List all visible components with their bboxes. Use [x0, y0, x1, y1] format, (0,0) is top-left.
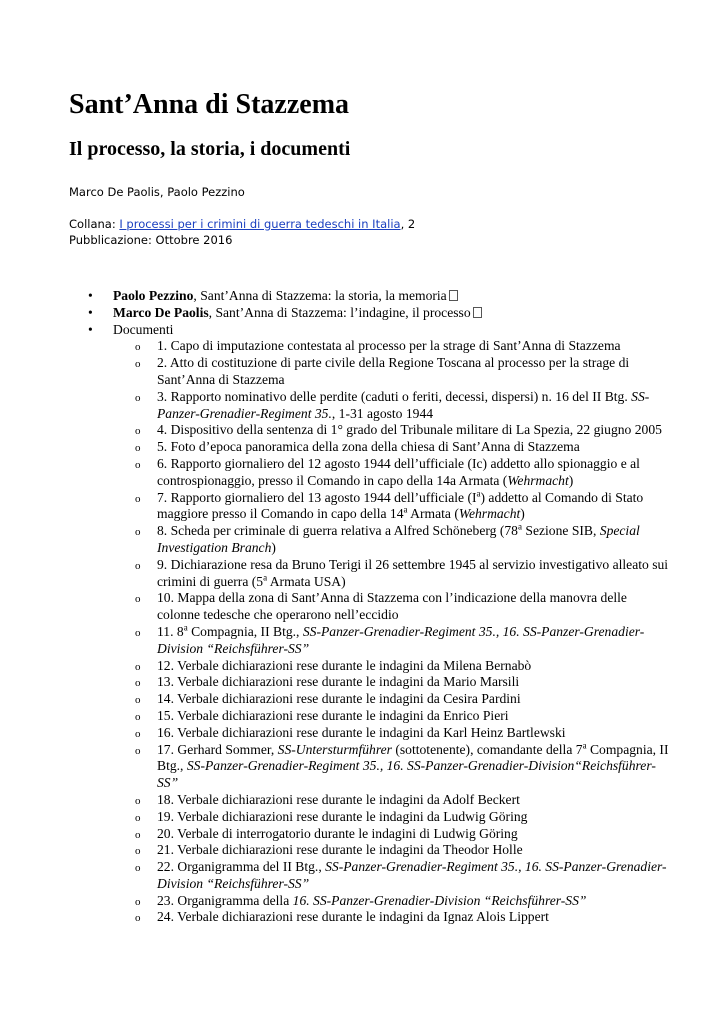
documents-list: [113, 338, 669, 926]
doc-item: o 11. 8$^a$ Compagnia, II Btg., SS-Panzer-Grenadier-Regiment 35., 16. SS-Panzer-Grenadier-Division “Reichsführer-SS”: [113, 624, 669, 658]
doc-item: o 9. Dichiarazione resa da Bruno Terigi il 26 settembre 1945 al servizio investigativo alleato sui crimini di guerra (5$^a$ Armata USA): [113, 557, 669, 591]
list-item: • Documenti o 1. Capo di imputazione contestata al processo per la strage di Sant’Anna di Stazzema o 2. Atto di costituzione di parte civile della Regione Toscana al processo per la strage di Sant’Anna di Stazzema o 3. Rapporto nominativo delle perdite (caduti o feriti, decessi, dispersi) n. 16 del II Btg. SS-Panzer-Grenadier-Regiment 35., 1-31 agosto 1944 o 4. Dispositivo della sentenza di 1° grado del Tribunale militare di La Spezia, 22 giugno 2005 o 5. Foto d’epoca panoramica della zona della chiesa di Sant’Anna di Stazzema o 6. Rapporto giornaliero del 12 agosto 1944 dell’ufficiale (Ic) addetto allo spionaggio e al controspionaggio, presso il Comando in capo della 14a Armata (Wehrmacht) o 7. Rapporto giornaliero del 13 agosto 1944 dell’ufficiale $(I^a)$ addetto al Comando di Stato maggiore presso il Comando in capo della 14$^a$ Armata (Wehrmacht) o 8. Scheda per criminale di guerra relativa a Alfred Schöneberg (78$^a$ Sezione SIB, Special Investigation Branch) o 9. Dichiarazione resa da Bruno Terigi il 26 settembre 1945 al servizio investigativo alleato sui crimini di guerra (5$^a$ Armata USA) o 10. Mappa della zona di Sant’Anna di Stazzema con l’indicazione della manovra delle colonne tedesche che operarono nell’eccidio o 11. 8$^a$ Compagnia, II Btg., SS-Panzer-Grenadier-Regiment 35., 16. SS-Panzer-Grenadier-Division “Reichsführer-SS” o 12. Verbale dichiarazioni rese durante le indagini da Milena Bernabò o 13. Verbale dichiarazioni rese durante le indagini da Mario Marsili o 14. Verbale dichiarazioni rese durante le indagini da Cesira Pardini o 15. Verbale dichiarazioni rese durante le indagini da Enrico Pieri o 16. Verbale dichiarazioni rese durante le indagini da Karl Heinz Bartlewski o 17. Gerhard Sommer, SS-Untersturmführer (sottotenente), comandante della 7$^a$ Compagnia, II Btg., SS-Panzer-Grenadier-Regiment 35., 16. SS-Panzer-Grenadier-Division“Reichsführer-SS” o 18. Verbale dichiarazioni rese durante le indagini da Adolf Beckert o 19. Verbale dichiarazioni rese durante le indagini da Ludwig Göring o 20. Verbale di interrogatorio durante le indagini di Ludwig Göring o 21. Verbale dichiarazioni rese durante le indagini da Theodor Holle o 22. Organigramma del II Btg., SS-Panzer-Grenadier-Regiment 35., 16. SS-Panzer-Grenadier-Division “Reichsführer-SS” o 23. Organigramma della 16. SS-Panzer-Grenadier-Division “Reichsführer-SS” o 24. Verbale dichiarazioni rese durante le indagini da Ignaz Alois Lippert: [69, 322, 669, 927]
series-number: , 2: [400, 217, 416, 231]
document-page: [69, 88, 669, 925]
page-title: Sant’Anna di Stazzema: [69, 89, 350, 120]
table-of-contents: [69, 288, 669, 926]
doc-item: o 17. Gerhard Sommer, SS-Untersturmführer (sottotenente), comandante della 7$^a$ Compagnia, II Btg., SS-Panzer-Grenadier-Regiment 35., 16. SS-Panzer-Grenadier-Division“Reichsführer-SS”: [113, 742, 669, 792]
doc-item: o 10. Mappa della zona di Sant’Anna di Stazzema con l’indicazione della manovra delle colonne tedesche che operarono nell’eccidio: [113, 590, 669, 624]
doc-item: o 13. Verbale dichiarazioni rese durante le indagini da Mario Marsili: [113, 674, 669, 691]
series-label: Collana:: [69, 217, 120, 231]
item-author: Paolo Pezzino: [113, 288, 194, 303]
doc-item: o 16. Verbale dichiarazioni rese durante le indagini da Karl Heinz Bartlewski: [113, 725, 669, 742]
doc-item: o 5. Foto d’epoca panoramica della zona della chiesa di Sant’Anna di Stazzema: [113, 439, 669, 456]
doc-item: o 18. Verbale dichiarazioni rese durante le indagini da Adolf Beckert: [113, 792, 669, 809]
doc-item: o 1. Capo di imputazione contestata al processo per la strage di Sant’Anna di Stazzema: [113, 338, 669, 355]
publication-date: Pubblicazione: Ottobre 2016: [69, 233, 233, 247]
doc-item: o 15. Verbale dichiarazioni rese durante le indagini da Enrico Pieri: [113, 708, 669, 725]
doc-item: o 14. Verbale dichiarazioni rese durante le indagini da Cesira Pardini: [113, 691, 669, 708]
doc-item: o 23. Organigramma della 16. SS-Panzer-Grenadier-Division “Reichsführer-SS”: [113, 893, 669, 910]
doc-item: o 24. Verbale dichiarazioni rese durante le indagini da Ignaz Alois Lippert: [113, 909, 669, 926]
authors: Marco De Paolis, Paolo Pezzino: [69, 185, 245, 199]
series-line: [69, 216, 669, 232]
doc-item: o 22. Organigramma del II Btg., SS-Panzer-Grenadier-Regiment 35., 16. SS-Panzer-Grenadier-Division “Reichsführer-SS”: [113, 859, 669, 893]
series-link[interactable]: I processi per i crimini di guerra tedeschi in Italia: [119, 217, 401, 231]
missing-glyph-icon: [449, 290, 458, 301]
doc-item: o 6. Rapporto giornaliero del 12 agosto 1944 dell’ufficiale (Ic) addetto allo spionaggio e al controspionaggio, presso il Comando in capo della 14a Armata (Wehrmacht): [113, 456, 669, 490]
list-item: • Marco De Paolis, Sant’Anna di Stazzema: l’indagine, il processo: [69, 305, 669, 322]
doc-item: o 3. Rapporto nominativo delle perdite (caduti o feriti, decessi, dispersi) n. 16 del II Btg. SS-Panzer-Grenadier-Regiment 35., 1-31 agosto 1944: [113, 389, 669, 423]
doc-item: o 20. Verbale di interrogatorio durante le indagini di Ludwig Göring: [113, 826, 669, 843]
doc-item: o 2. Atto di costituzione di parte civile della Regione Toscana al processo per la strage di Sant’Anna di Stazzema: [113, 355, 669, 389]
missing-glyph-icon: [473, 307, 482, 318]
doc-item: o 21. Verbale dichiarazioni rese durante le indagini da Theodor Holle: [113, 842, 669, 859]
doc-item: o 4. Dispositivo della sentenza di 1° grado del Tribunale militare di La Spezia, 22 giugno 2005: [113, 422, 669, 439]
page-subtitle: Il processo, la storia, i documenti: [69, 138, 351, 160]
doc-item: o 8. Scheda per criminale di guerra relativa a Alfred Schöneberg (78$^a$ Sezione SIB, Special Investigation Branch): [113, 523, 669, 557]
list-item: • Paolo Pezzino, Sant’Anna di Stazzema: la storia, la memoria: [69, 288, 669, 305]
doc-item: o 12. Verbale dichiarazioni rese durante le indagini da Milena Bernabò: [113, 658, 669, 675]
item-author: Marco De Paolis: [113, 304, 209, 320]
doc-item: o 19. Verbale dichiarazioni rese durante le indagini da Ludwig Göring: [113, 809, 669, 826]
doc-item: o 7. Rapporto giornaliero del 13 agosto 1944 dell’ufficiale $(I^a)$ addetto al Comando di Stato maggiore presso il Comando in capo della 14$^a$ Armata (Wehrmacht): [113, 490, 669, 524]
